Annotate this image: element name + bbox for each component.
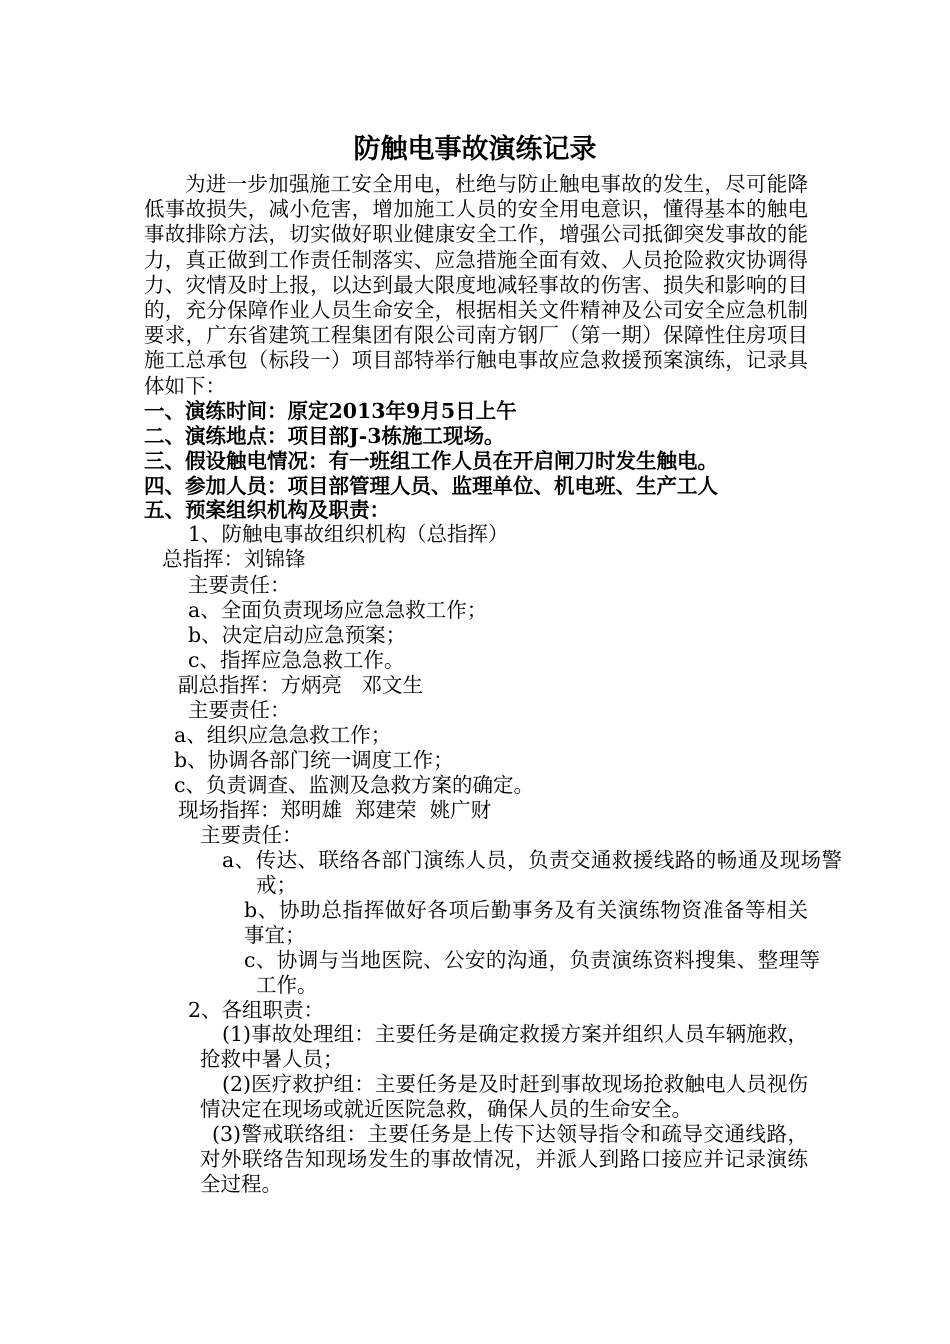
deputy-duty-b: b、协调各部门统一调度工作；: [174, 748, 454, 772]
deputy-duty-label: 主要责任：: [188, 698, 291, 722]
group-accident-handling: (1)事故处理组：主要任务是确定救援方案并组织人员车辆施救，抢救中暑人员；: [200, 1022, 808, 1071]
site-duty-c: c、协调与当地医院、公安的沟通，负责演练资料搜集、整理等工作。: [244, 948, 820, 997]
section2-title: 2、各组职责：: [188, 998, 325, 1022]
deputy-duty-a: a、组织应急急救工作；: [174, 723, 392, 747]
heading-organization: 五、预案组织机构及职责：: [144, 498, 390, 522]
group-medical-rescue: (2)医疗救护组：主要任务是及时赶到事故现场抢救触电人员视伤情决定在现场或就近医院急救，确保人员的生命安全。: [200, 1072, 808, 1121]
commander-duty-c: c、指挥应急急救工作。: [188, 648, 405, 672]
heading-participants: 四、参加人员：项目部管理人员、监理单位、机电班、生产工人: [144, 474, 718, 498]
commander-duty-a: a、全面负责现场应急急救工作；: [188, 598, 488, 622]
deputy-duty-c: c、负责调查、监测及急救方案的确定。: [174, 773, 534, 797]
group-security-liaison: (3)警戒联络组：主要任务是上传下达领导指令和疏导交通线路，对外联络告知现场发生的事故情况，并派人到路口接应并记录演练全过程。: [200, 1122, 808, 1196]
document-title: 防触电事故演练记录: [353, 134, 597, 165]
commander-duty-label: 主要责任：: [188, 573, 291, 597]
site-duty-a: a、传达、联络各部门演练人员，负责交通救援线路的畅通及现场警戒；: [222, 848, 842, 897]
heading-scenario: 三、假设触电情况：有一班组工作人员在开启闸刀时发生触电。: [144, 449, 718, 473]
commander-duty-b: b、决定启动应急预案；: [188, 623, 407, 647]
site-duty-label: 主要责任：: [200, 823, 303, 847]
section1-title: 1、防触电事故组织机构（总指挥）: [188, 522, 509, 546]
site-commander-line: 现场指挥：郑明雄 郑建荣 姚广财: [178, 798, 492, 822]
commander-line: 总指挥：刘锦锋: [162, 547, 306, 571]
site-duty-b: b、协助总指挥做好各项后勤事务及有关演练物资准备等相关事宜；: [244, 898, 808, 947]
deputy-commander-line: 副总指挥：方炳亮 邓文生: [178, 673, 424, 697]
heading-drill-time: 一、演练时间：原定2013年9月5日上午: [144, 399, 517, 423]
heading-drill-location: 二、演练地点：项目部J-3栋施工现场。: [144, 424, 505, 448]
intro-paragraph: 为进一步加强施工安全用电，杜绝与防止触电事故的发生，尽可能降低事故损失，减小危害，增加施工人员的安全用电意识，懂得基本的触电事故排除方法，切实做好职业健康安全工作，增强公司抵御突发事故的能力，真正做到工作责任制落实、应急措施全面有效、人员抢险救灾协调得力、灾情及时上报，以达到最大限度地减轻事故的伤害、损失和影响的目的，充分保障作业人员生命安全，根据相关文件精神及公司安全应急机制要求，广东省建筑工程集团有限公司南方钢厂（第一期）保障性住房项目施工总承包（标段一）项目部特举行触电事故应急救援预案演练，记录具体如下：: [144, 172, 808, 398]
